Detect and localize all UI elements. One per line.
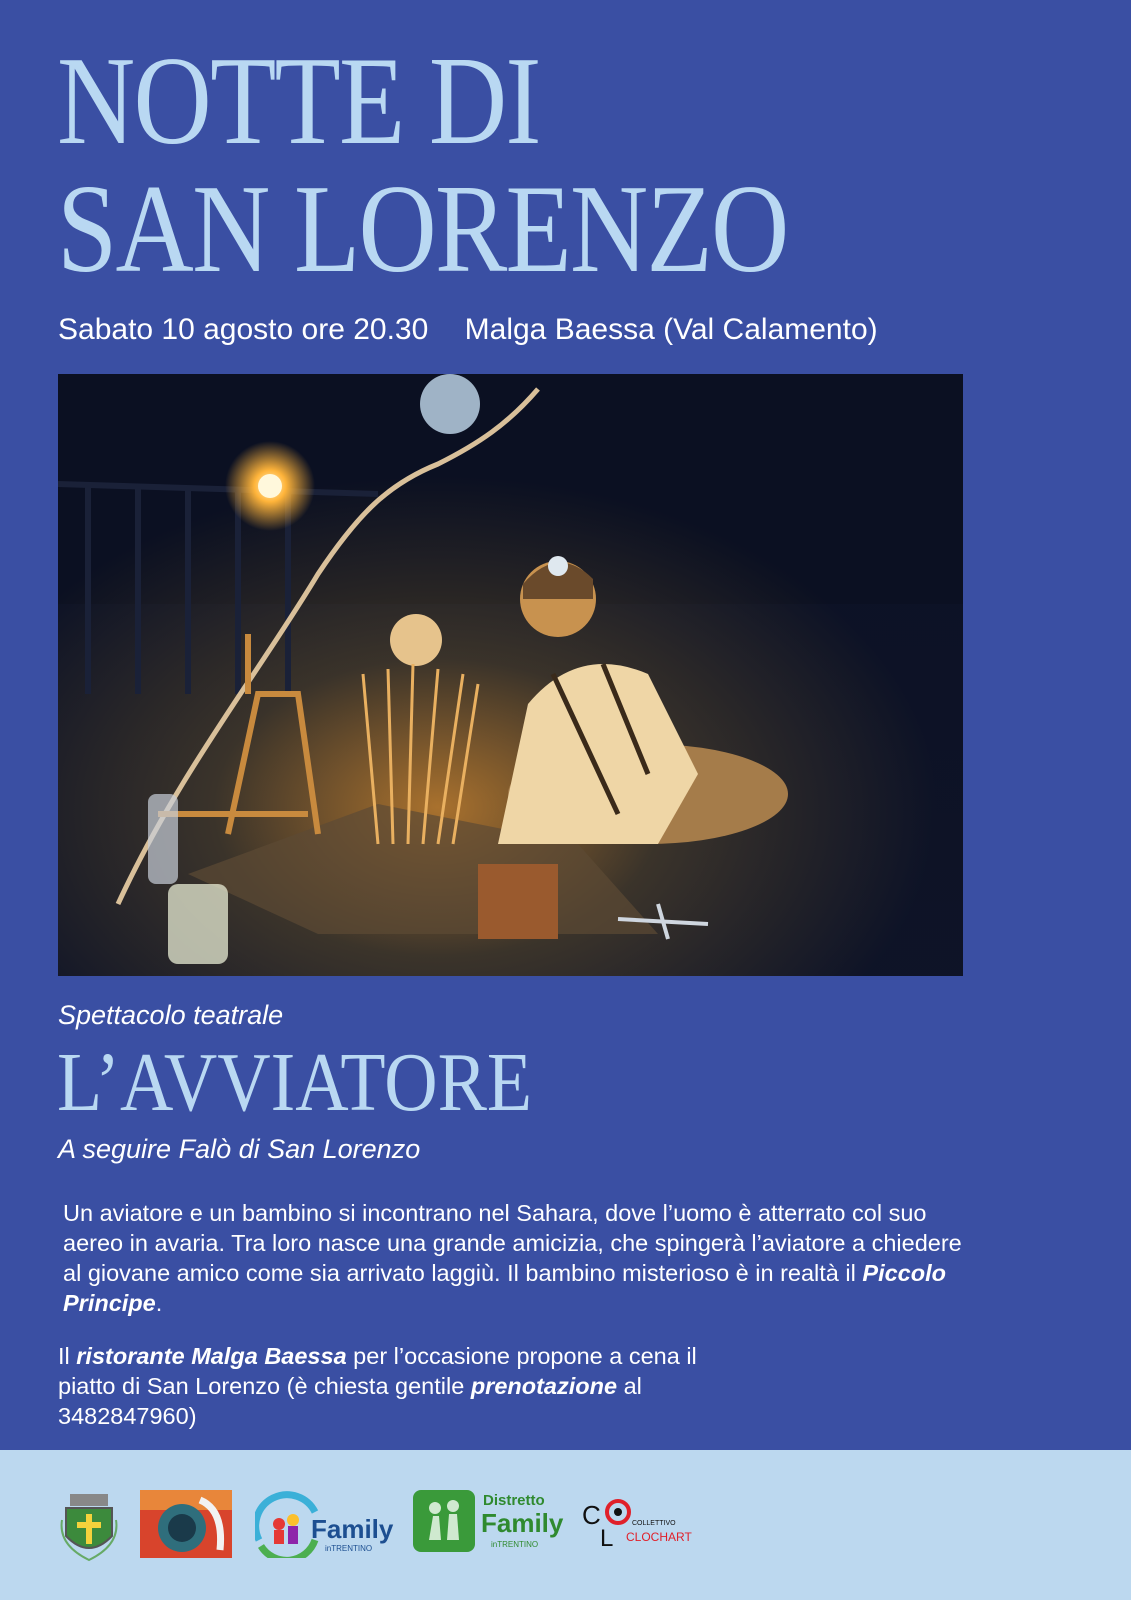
show-photo	[58, 374, 963, 976]
description-text: Un aviatore e un bambino si incontrano nel Sahara, dove l’uomo è atterrato col suo aereo in avaria. Tra loro nasce una grande amicizia, che spingerà l’aviatore a chiedere al giovane amico come sia arrivato laggiù. Il bambino misterioso è in realtà il	[63, 1200, 962, 1286]
family-trentino-logo	[255, 1490, 394, 1563]
event-location: Malga Baessa (Val Calamento)	[464, 313, 878, 346]
date-location-line	[58, 313, 878, 347]
reservation-word: prenotazione	[470, 1373, 618, 1399]
family-logo-text: Family	[311, 1514, 394, 1544]
show-description	[63, 1198, 983, 1318]
description-end: .	[155, 1290, 163, 1316]
restaurant-name: ristorante Malga Baessa	[76, 1343, 347, 1369]
show-title: L’AVVIATORE	[57, 1036, 533, 1129]
family-logo-sub: inTRENTINO	[325, 1544, 373, 1553]
svg-text:C: C	[582, 1500, 601, 1530]
clochart-name-text: CLOCHART	[626, 1530, 692, 1544]
reservation-suffix: al 3482847960)	[58, 1373, 642, 1429]
distretto-family-logo	[413, 1490, 564, 1557]
distretto-sub: inTRENTINO	[491, 1540, 539, 1549]
description-emphasis: Piccolo Principe	[63, 1260, 946, 1316]
title-line-2: SAN LORENZO	[57, 160, 788, 299]
distretto-line-2: Family	[481, 1508, 564, 1538]
event-type-label: Spettacolo teatrale	[58, 1000, 284, 1030]
restaurant-info	[58, 1341, 758, 1431]
title-line-1: NOTTE DI	[57, 32, 540, 171]
poster-title	[57, 32, 788, 299]
sponsor-footer	[0, 1450, 1131, 1600]
followup-line: A seguire Falò di San Lorenzo	[58, 1134, 421, 1164]
restaurant-mid: per l’occasione propone a cena il piatto di San Lorenzo (è chiesta gentile	[58, 1343, 697, 1399]
art-association-logo	[140, 1490, 232, 1563]
svg-text:L: L	[600, 1525, 614, 1550]
clochart-logo	[580, 1498, 692, 1555]
municipal-crest-logo	[58, 1490, 120, 1567]
event-date-time: Sabato 10 agosto ore 20.30	[58, 313, 429, 346]
restaurant-prefix: Il	[58, 1343, 77, 1369]
distretto-line-1: Distretto	[483, 1492, 545, 1509]
clochart-small-text: COLLETTIVO	[632, 1520, 676, 1527]
